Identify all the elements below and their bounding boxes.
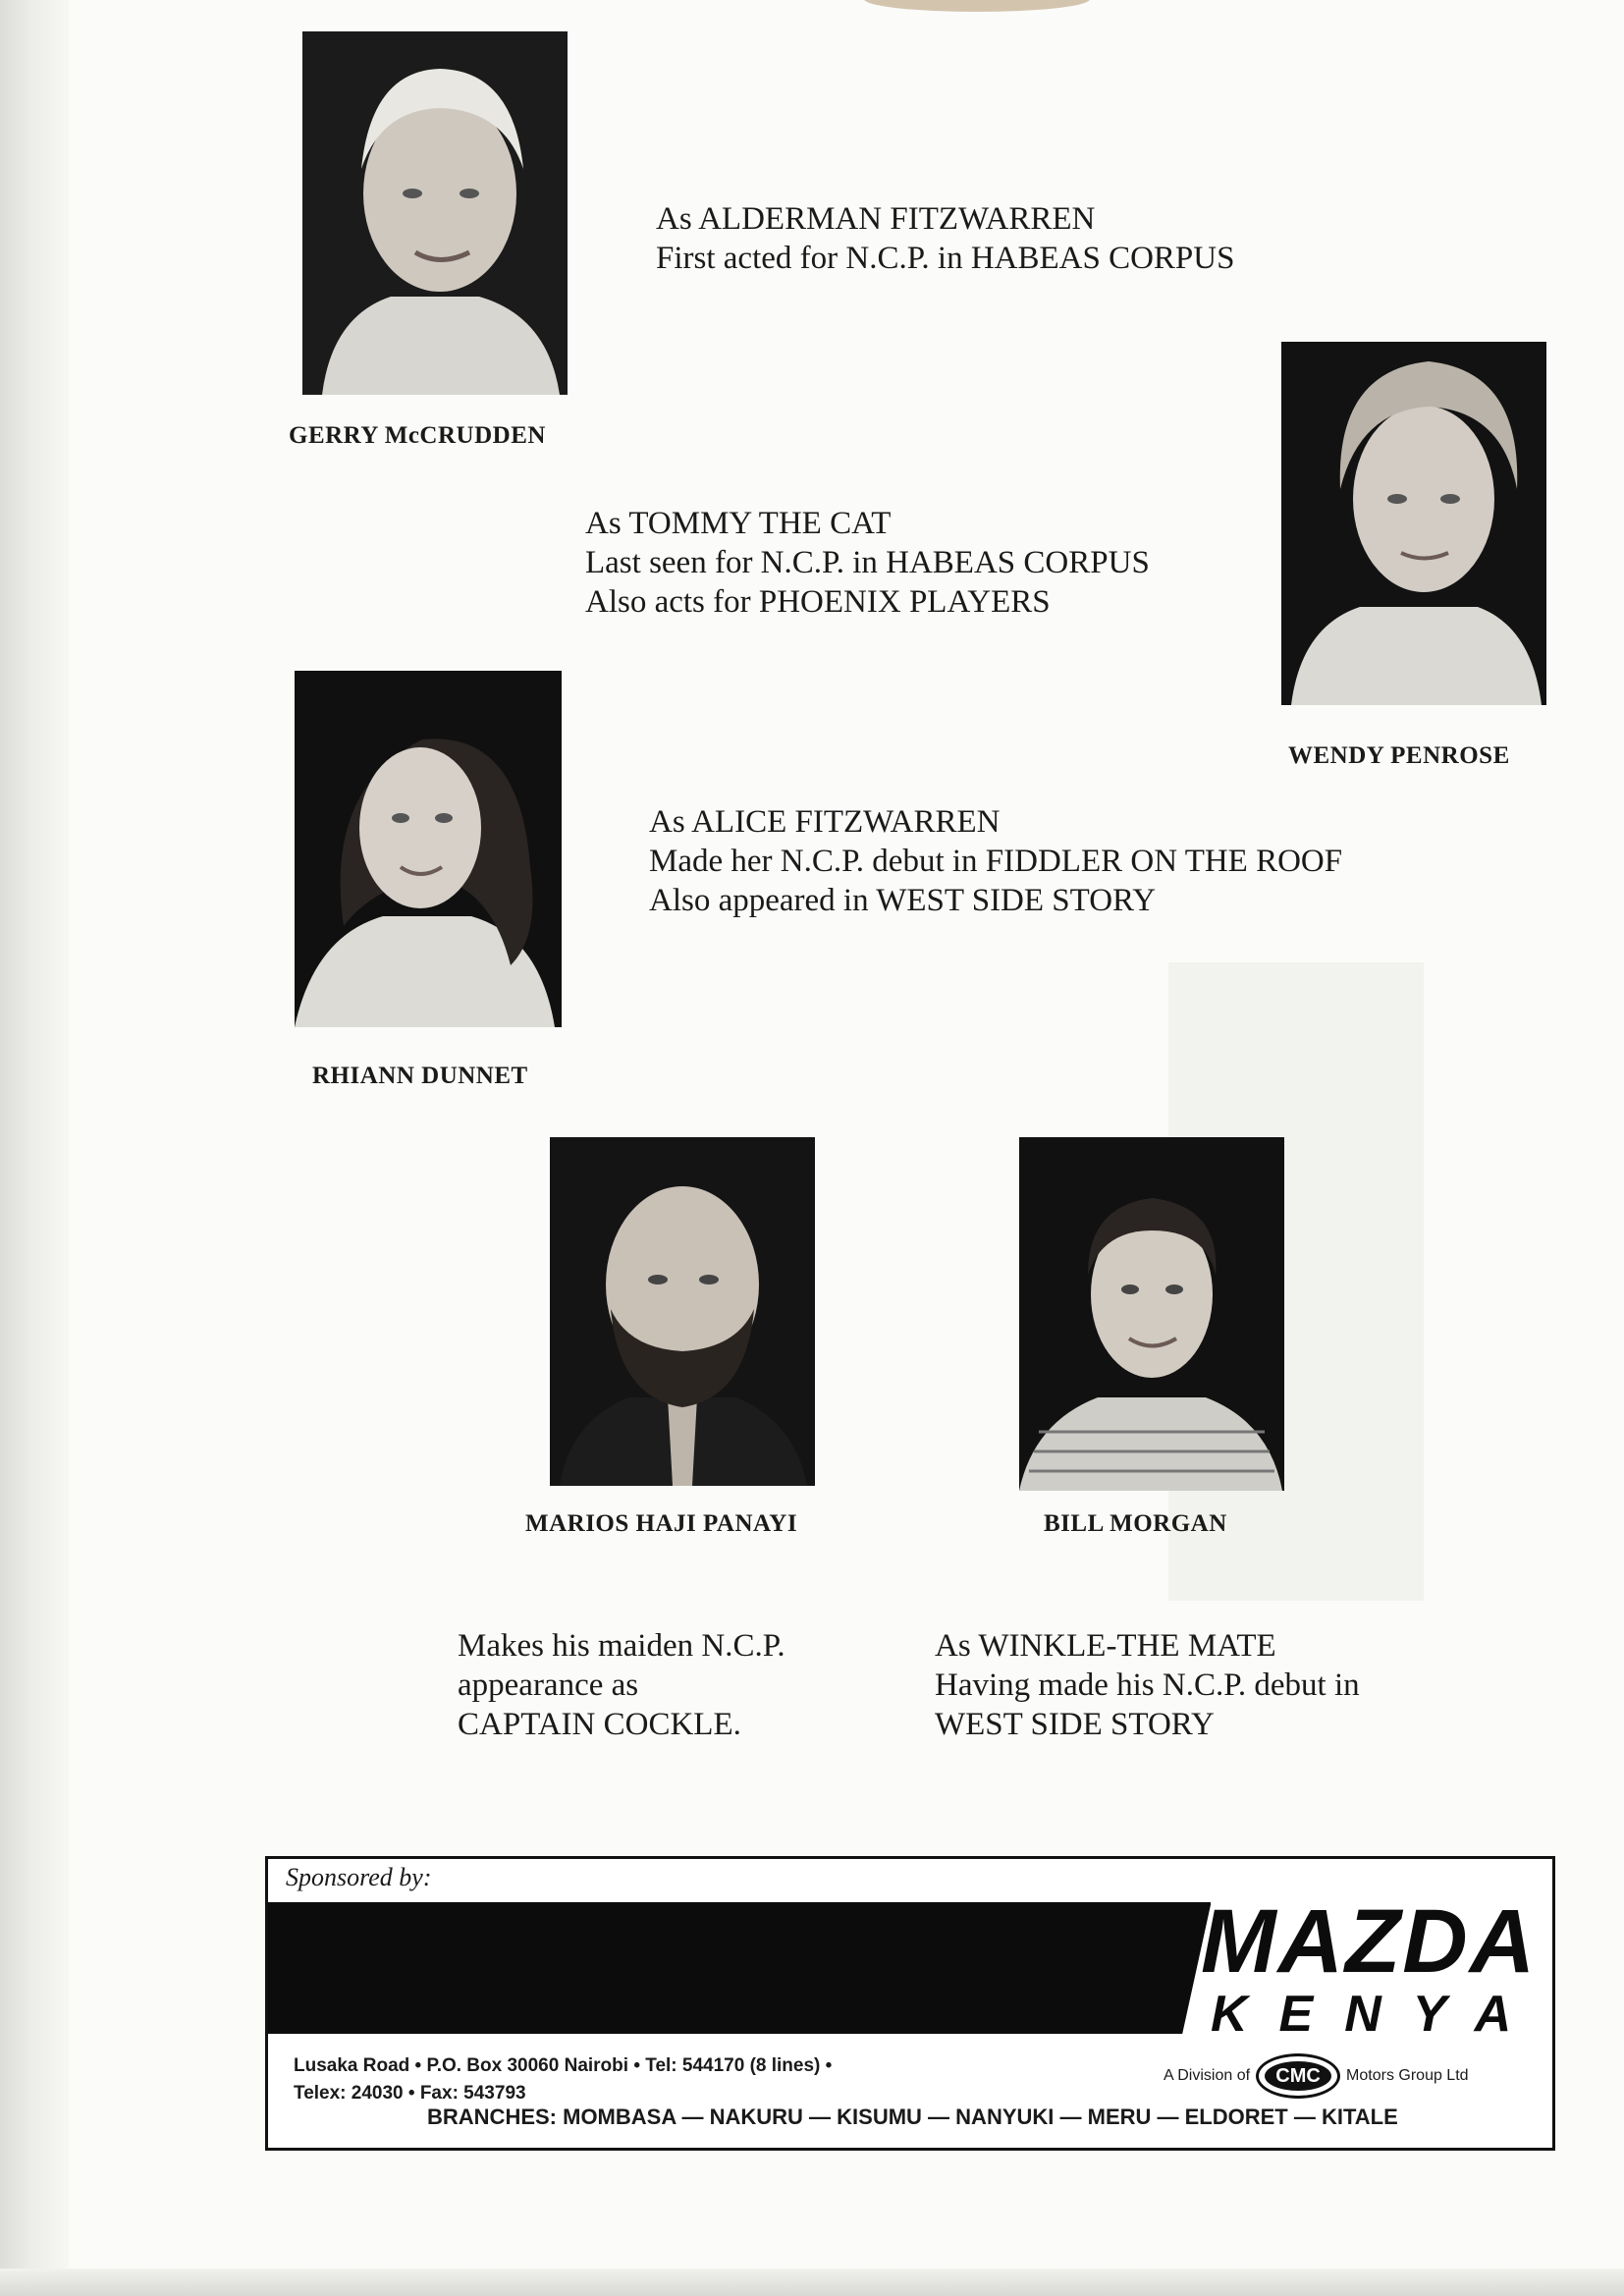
sponsor-box: [265, 1856, 1555, 2151]
cmc-logo-text: CMC: [1265, 2061, 1331, 2091]
photo-rhiann-dunnet: [295, 671, 562, 1027]
caption-line: As WINKLE-THE MATE: [935, 1628, 1276, 1664]
caption-line: appearance as: [458, 1667, 639, 1703]
caption-line: CAPTAIN COCKLE.: [458, 1707, 741, 1742]
name-gerry-mccrudden: GERRY McCRUDDEN: [289, 422, 546, 449]
caption-line: As TOMMY THE CAT: [585, 506, 892, 541]
sponsor-black-band: [268, 1902, 1211, 2034]
name-wendy-penrose: WENDY PENROSE: [1288, 742, 1510, 769]
caption-line: First acted for N.C.P. in HABEAS CORPUS: [656, 241, 1235, 276]
mazda-logo-text: MAZDA: [1201, 1891, 1538, 1992]
scan-bottom-edge: [0, 2269, 1624, 2296]
division-suffix: Motors Group Ltd: [1346, 2067, 1469, 2084]
photo-wendy-penrose: [1281, 342, 1546, 705]
name-marios-haji-panayi: MARIOS HAJI PANAYI: [525, 1510, 798, 1537]
photo-bill-morgan: [1019, 1137, 1284, 1491]
caption-line: Makes his maiden N.C.P.: [458, 1628, 785, 1664]
division-prefix: A Division of: [1164, 2067, 1251, 2084]
sponsor-label: Sponsored by:: [286, 1863, 432, 1891]
kenya-logo-text: KENYA: [1211, 1986, 1543, 2043]
sponsor-division: [1164, 2051, 1469, 2101]
caption-gerry-mccrudden: [656, 199, 1234, 278]
name-rhiann-dunnet: RHIANN DUNNET: [312, 1063, 528, 1089]
caption-rhiann-dunnet: [649, 802, 1342, 920]
page-spine-shadow: [0, 0, 69, 2296]
caption-line: WEST SIDE STORY: [935, 1707, 1215, 1742]
caption-line: As ALICE FITZWARREN: [649, 804, 1001, 840]
caption-line: Last seen for N.C.P. in HABEAS CORPUS: [585, 545, 1150, 580]
caption-line: Made her N.C.P. debut in FIDDLER ON THE ROOF: [649, 844, 1343, 879]
caption-line: Also acts for PHOENIX PLAYERS: [585, 584, 1051, 620]
caption-wendy-penrose: [585, 504, 1150, 622]
sponsor-address-line-2: Telex: 24030 • Fax: 543793: [294, 2083, 526, 2104]
caption-bill-morgan: [935, 1626, 1360, 1744]
cmc-logo-icon: [1256, 2053, 1340, 2099]
caption-line: As ALDERMAN FITZWARREN: [656, 201, 1096, 237]
name-bill-morgan: BILL MORGAN: [1044, 1510, 1227, 1537]
page-tear: [864, 0, 1090, 12]
caption-line: Having made his N.C.P. debut in: [935, 1667, 1360, 1703]
caption-marios-haji-panayi: [458, 1626, 785, 1744]
photo-gerry-mccrudden: [302, 31, 568, 395]
photo-marios-haji-panayi: [550, 1137, 815, 1486]
sponsor-branches: BRANCHES: MOMBASA — NAKURU — KISUMU — NANYUKI — MERU — ELDORET — KITALE: [427, 2105, 1398, 2129]
caption-line: Also appeared in WEST SIDE STORY: [649, 883, 1157, 918]
sponsor-address-line-1: Lusaka Road • P.O. Box 30060 Nairobi • Tel: 544170 (8 lines) •: [294, 2055, 833, 2076]
